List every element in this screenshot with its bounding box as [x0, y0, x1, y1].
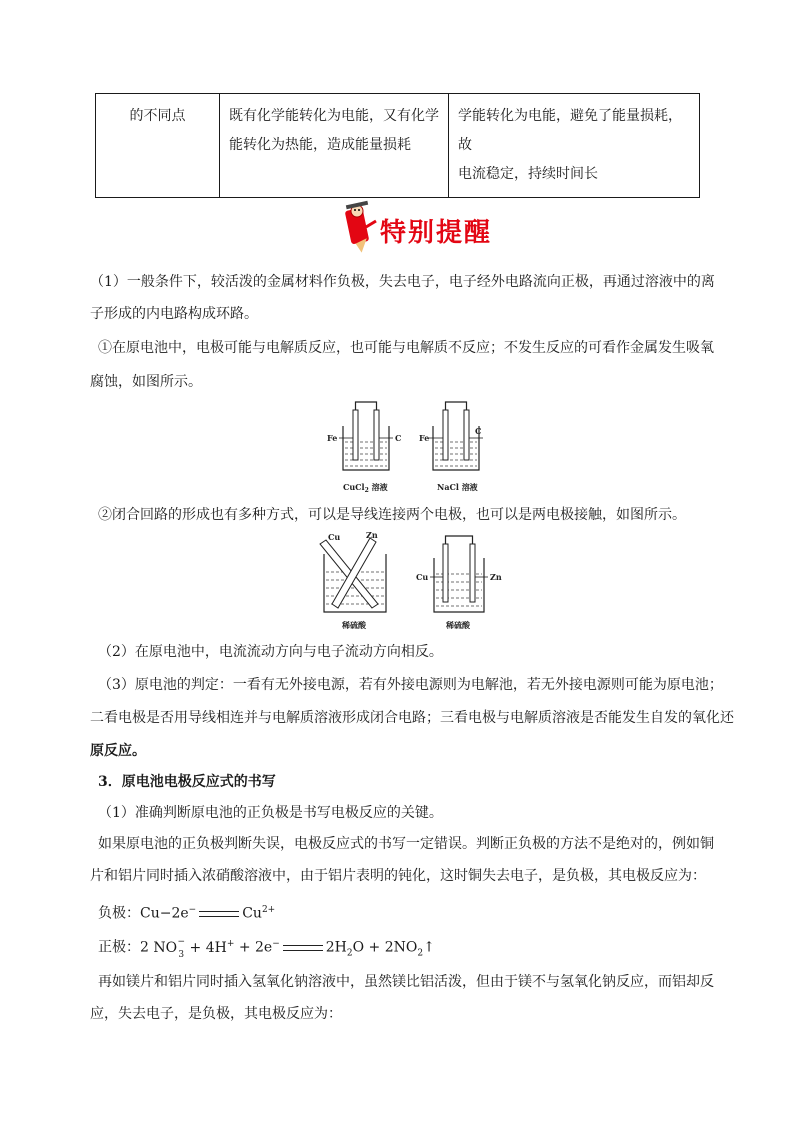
electrode-label: Fe — [419, 433, 430, 443]
beaker-a — [327, 402, 401, 494]
electrode-label: Cu — [328, 532, 341, 542]
paragraph-5-line-3: 原反应。 — [90, 743, 146, 759]
beaker-b — [419, 402, 483, 492]
cell-line: 能转化为热能，造成能量损耗 — [229, 137, 411, 153]
subscript: 2 — [417, 948, 424, 959]
subscript: 2 — [346, 948, 353, 959]
paragraph-4: （2）在原电池中，电流流动方向与电子流动方向相反。 — [98, 644, 443, 660]
paragraph-6: （1）准确判断原电池的正负极是书写电极反应的关键。 — [98, 805, 443, 821]
banner-title: 特别提醒 — [380, 218, 493, 248]
electrode-label: Fe — [327, 433, 338, 443]
table-cell-label: 的不同点 — [96, 94, 220, 198]
table-row — [96, 94, 700, 198]
paragraph-3: ②闭合回路的形成也有多种方式，可以是导线连接两个电极，也可以是两电极接触，如图所示。 — [98, 507, 686, 523]
paragraph-7-line-1: 如果原电池的正负极判断失误，电极反应式的书写一定错误。判断正负极的方法不是绝对的，例如铜 — [98, 836, 714, 852]
paragraph-7-line-2: 片和铝片同时插入浓硝酸溶液中，由于铝片表明的钝化，这时铜失去电子，是负极，其电极反应为： — [90, 868, 706, 884]
solution-label: 稀硫酸 — [342, 620, 366, 630]
superscript: 2+ — [261, 905, 276, 915]
figure-closed-circuit — [312, 532, 512, 634]
table-cell-col2 — [220, 94, 449, 198]
nitrogen-dioxide: O + 2NO — [352, 939, 418, 956]
equation-cathode — [98, 934, 738, 963]
water: 2H — [325, 939, 347, 956]
comparison-table — [95, 93, 700, 198]
electrode-label: Zn — [366, 532, 378, 540]
solution-label: 稀硫酸 — [446, 620, 470, 630]
cell-line: 既有化学能转化为电能，又有化学 — [229, 108, 439, 124]
paragraph-8-line-1: 再如镁片和铝片同时插入氢氧化钠溶液中，虽然镁比铝活泼，但由于镁不与氢氧化钠反应，而铝却反 — [98, 974, 714, 990]
electrode-label: C — [395, 433, 402, 443]
electrode-label: Cu — [416, 572, 429, 582]
paragraph-2-line-1: ①在原电池中，电极可能与电解质反应，也可能与电解质不反应；不发生反应的可看作金属发生吸氧 — [98, 340, 714, 356]
equation-anode — [98, 900, 738, 924]
paragraph-8-line-2: 应，失去电子，是负极，其电极反应为： — [90, 1006, 342, 1022]
equals-sign — [199, 911, 239, 917]
electrode-label: Zn — [490, 572, 502, 582]
superscript: − — [272, 939, 280, 949]
electrode-label: C — [475, 426, 482, 436]
beaker-touching-electrodes — [320, 532, 386, 630]
superscript: − — [188, 905, 197, 915]
paragraph-5-line-1: （3）原电池的判定：一看有无外接电源，若有外接电源则为电解池，若无外接电源则可能为原电池； — [98, 677, 723, 693]
cell-line: 电流稳定，持续时间长 — [458, 166, 598, 182]
paragraph-5-line-2: 二看电极是否用导线相连并与电解质溶液形成闭合电路；三看电极与电解质溶液是否能发生自发的氧化还 — [90, 710, 734, 726]
cell-line: 学能转化为电能，避免了能量损耗，故 — [458, 108, 682, 153]
hydrogen-ion: + 4H — [185, 939, 227, 956]
equation-label: 正极： — [98, 939, 140, 956]
coefficient: 2 — [140, 939, 154, 956]
equation-label: 负极： — [98, 905, 140, 922]
nitrate-ion: NO − 3 — [153, 936, 186, 960]
paragraph-1-line-2: 子形成的内电路构成环路。 — [90, 306, 258, 322]
solution-label: NaCl 溶液 — [437, 482, 478, 492]
table-cell-col3 — [449, 94, 700, 198]
paragraph-2-line-2: 腐蚀，如图所示。 — [90, 374, 202, 390]
solution-label: CuCl$_2$ 溶液 — [343, 482, 388, 494]
beaker-wired-electrodes — [416, 536, 502, 630]
equation-lhs: Cu−2e — [140, 905, 189, 922]
electron: + 2e — [234, 939, 273, 956]
paragraph-1-line-1: （1）一般条件下，较活泼的金属材料作负极，失去电子，电子经外电路流向正极，再通过溶液中的离 — [90, 274, 715, 290]
superscript: + — [226, 939, 235, 949]
section-heading: 3．原电池电极反应式的书写 — [98, 774, 276, 790]
figure-electrodes-corrosion — [325, 398, 485, 498]
equation-rhs: Cu — [242, 905, 262, 922]
gas-arrow: ↑ — [423, 939, 435, 956]
equals-sign — [283, 945, 323, 951]
